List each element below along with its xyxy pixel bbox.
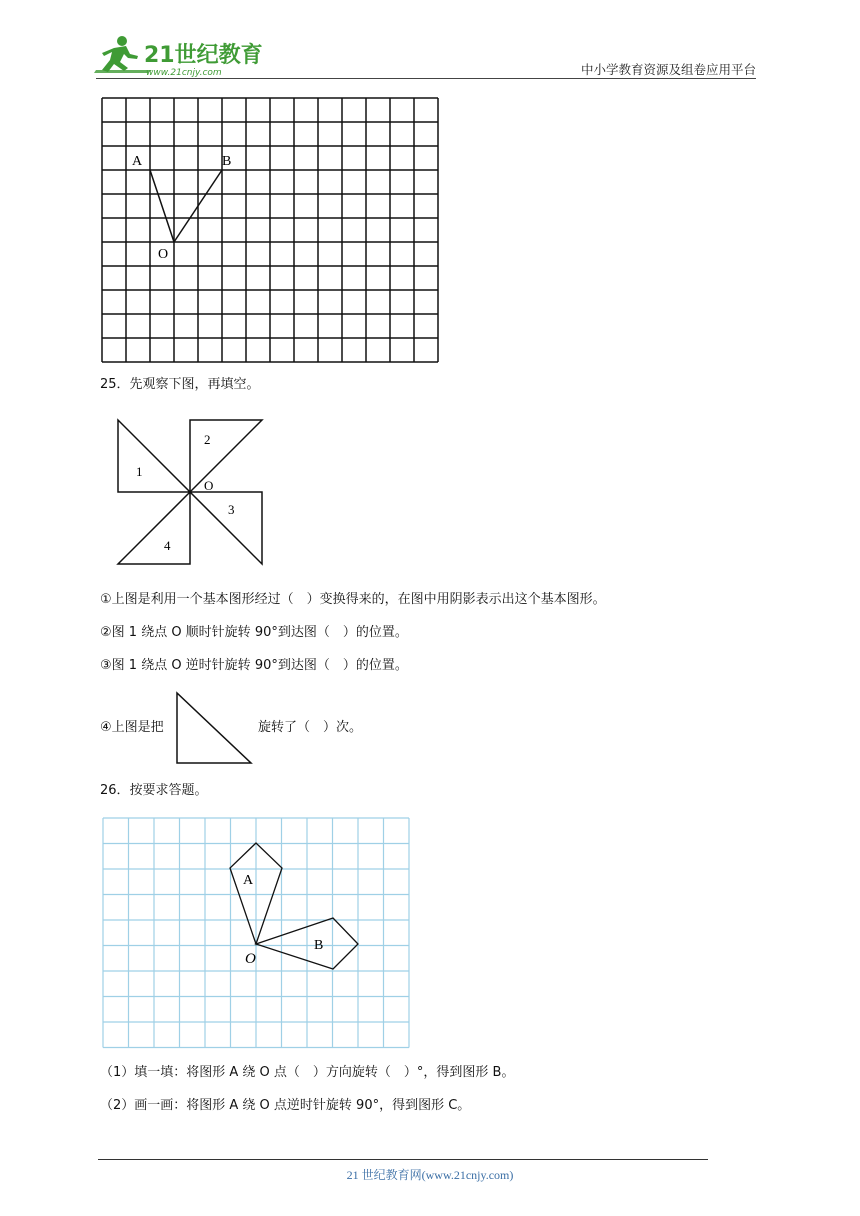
basic-triangle-figure [174, 690, 254, 766]
grid-angle-figure [100, 98, 436, 366]
question-25-part-4-prefix: ④上图是把 [100, 720, 164, 735]
blue-grid-lines [103, 818, 409, 1048]
question-26-title: 26．按要求答题。 [100, 783, 208, 798]
question-26-part-2: （2）画一画：将图形 A 绕 O 点逆时针旋转 90°，得到图形 C。 [100, 1098, 471, 1113]
question-25-part-1: ①上图是利用一个基本图形经过（ ）变换得来的，在图中用阴影表示出这个基本图形。 [100, 592, 606, 607]
question-25-part-2: ②图 1 绕点 O 顺时针旋转 90°到达图（ ）的位置。 [100, 625, 408, 640]
triangle-4 [118, 492, 190, 564]
grid-lines [102, 98, 438, 362]
label-o: O [158, 247, 169, 262]
question-25-part-3: ③图 1 绕点 O 逆时针旋转 90°到达图（ ）的位置。 [100, 658, 408, 673]
label-a: A [132, 154, 143, 169]
label-3: 3 [228, 502, 235, 517]
label-b: B [314, 938, 324, 953]
triangle-2 [190, 420, 262, 492]
label-2: 2 [204, 432, 211, 447]
footer-link[interactable]: 21 世纪教育网(www.21cnjy.com) [346, 1168, 514, 1182]
footer-rule [98, 1159, 708, 1160]
site-logo [92, 32, 262, 80]
logo-url: www.21cnjy.com [146, 68, 222, 78]
label-b: B [222, 154, 232, 169]
logo-text: 21世纪教育 [144, 43, 263, 68]
label-o: O [245, 951, 256, 967]
rotation-grid-figure [102, 817, 412, 1049]
question-25-title: 25．先观察下图，再填空。 [100, 377, 260, 392]
label-1: 1 [136, 464, 143, 479]
label-a: A [243, 873, 254, 888]
angle-aob [150, 170, 222, 242]
triangle-3 [190, 492, 262, 564]
header-platform-text: 中小学教育资源及组卷应用平台 [580, 62, 756, 77]
question-25-part-4-suffix: 旋转了（ ）次。 [258, 720, 363, 735]
question-26-part-1: （1）填一填：将图形 A 绕 O 点（ ）方向旋转（ ）°，得到图形 B。 [100, 1065, 515, 1080]
label-o: O [204, 478, 214, 493]
pinwheel-figure [114, 416, 266, 568]
triangle-1 [118, 420, 190, 492]
header-rule [96, 78, 756, 79]
label-4: 4 [164, 538, 171, 553]
